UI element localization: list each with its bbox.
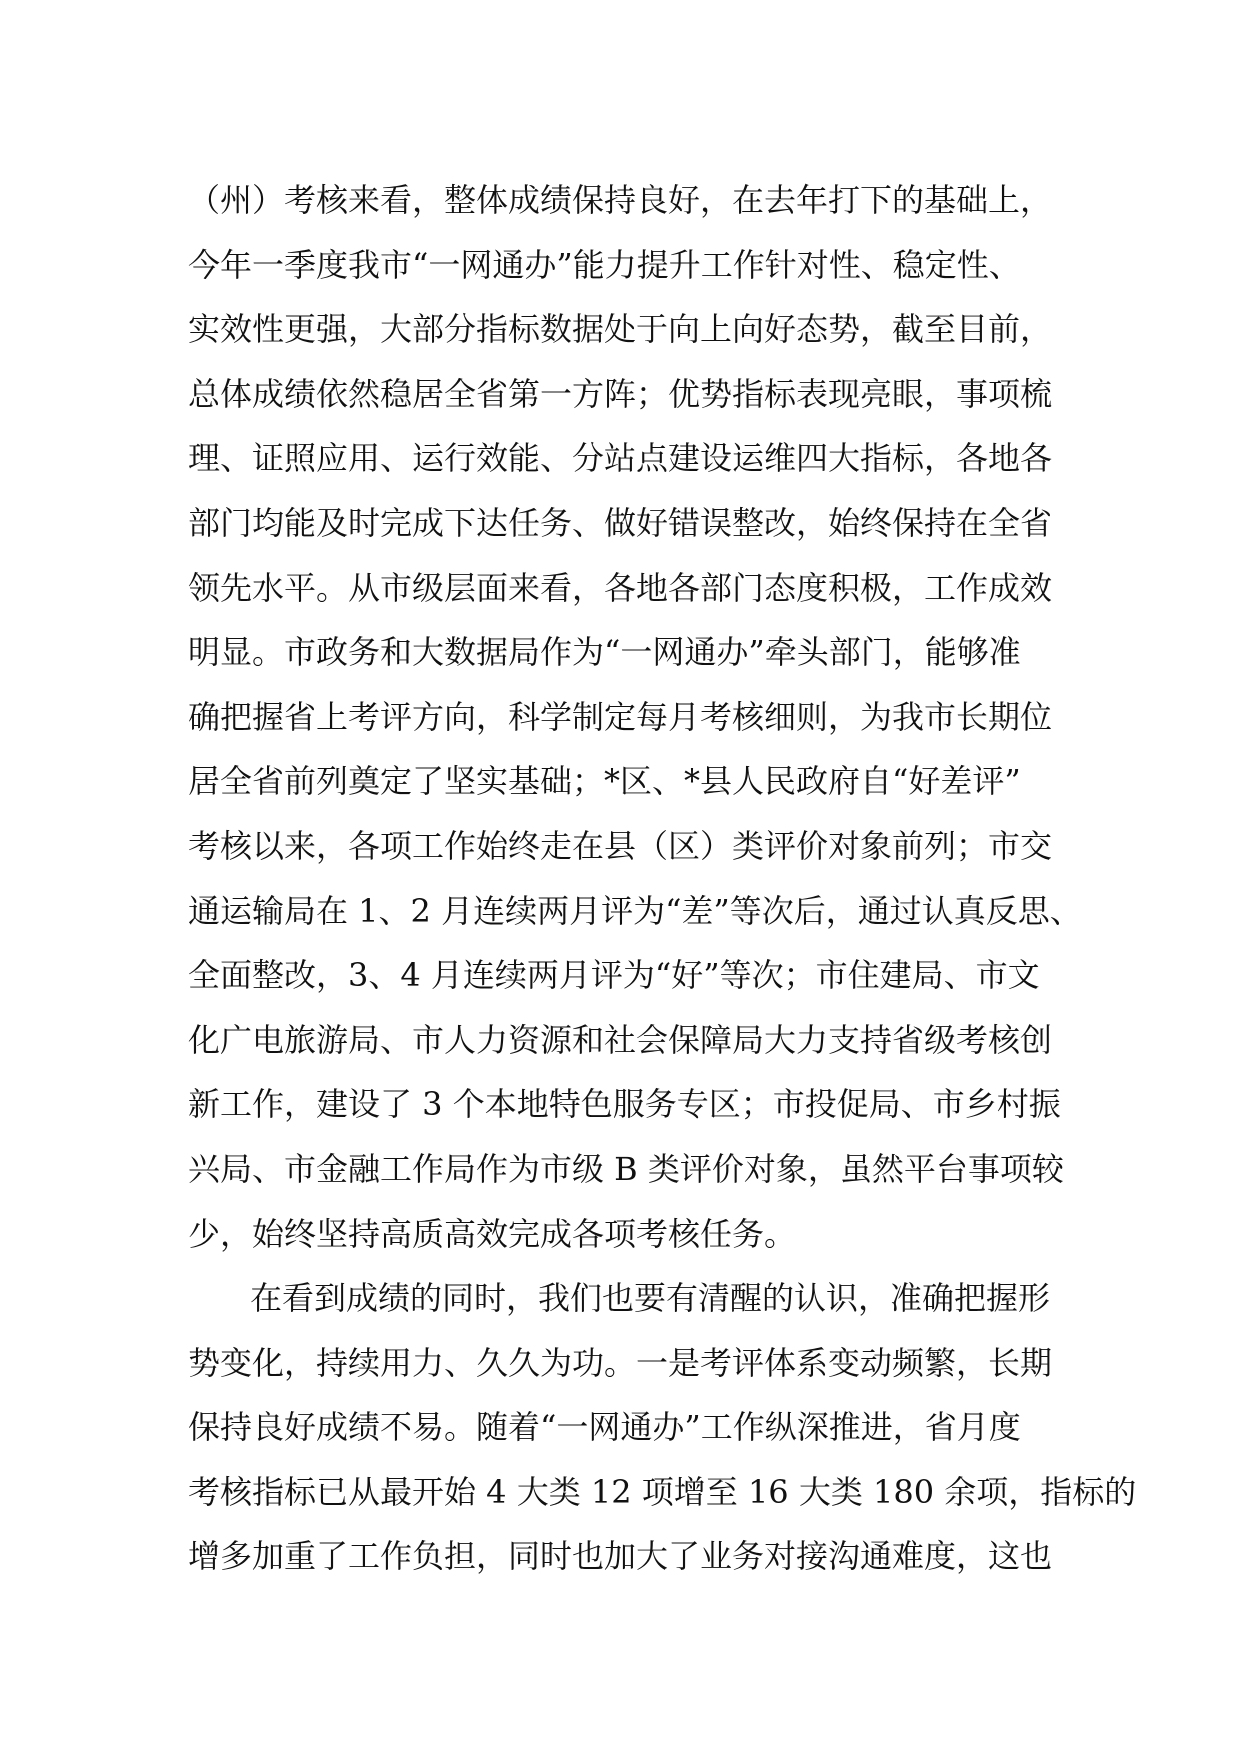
- text-line: 部门均能及时完成下达任务、做好错误整改，始终保持在全省: [188, 503, 1053, 542]
- text-line: 居全省前列奠定了坚实基础；*区、*县人民政府自“好差评”: [188, 762, 1021, 801]
- text-line: 总体成绩依然稳居全省第一方阵；优势指标表现亮眼，事项梳: [188, 374, 1053, 413]
- text-line: 少，始终坚持高质高效完成各项考核任务。: [188, 1214, 797, 1253]
- text-line: 保持良好成绩不易。随着“一网通办”工作纵深推进，省月度: [188, 1408, 1021, 1447]
- text-line: 确把握省上考评方向，科学制定每月考核细则，为我市长期位: [188, 697, 1053, 736]
- text-line: 今年一季度我市“一网通办”能力提升工作针对性、稳定性、: [188, 245, 1021, 284]
- text-line: 领先水平。从市级层面来看，各地各部门态度积极，工作成效: [188, 568, 1053, 607]
- text-line: 明显。市政务和大数据局作为“一网通办”牵头部门，能够准: [188, 633, 1021, 672]
- text-line: 全面整改，3、4 月连续两月评为“好”等次；市住建局、市文: [188, 956, 1040, 995]
- text-line: 理、证照应用、运行效能、分站点建设运维四大指标，各地各: [188, 439, 1053, 478]
- text-line: 考核以来，各项工作始终走在县（区）类评价对象前列；市交: [188, 826, 1053, 865]
- text-line: 增多加重了工作负担，同时也加大了业务对接沟通难度，这也: [188, 1537, 1053, 1576]
- text-line: （州）考核来看，整体成绩保持良好，在去年打下的基础上，: [188, 181, 1053, 219]
- body-text: [188, 168, 1137, 1589]
- paragraph-start-line: 在看到成绩的同时，我们也要有清醒的认识，准确把握形: [250, 1279, 1051, 1318]
- text-line: 化广电旅游局、市人力资源和社会保障局大力支持省级考核创: [188, 1020, 1053, 1059]
- text-line: 通运输局在 1、2 月连续两月评为“差”等次后，通过认真反思、: [188, 891, 1082, 930]
- text-line: 兴局、市金融工作局作为市级 B 类评价对象，虽然平台事项较: [188, 1149, 1064, 1188]
- text-line: 新工作，建设了 3 个本地特色服务专区；市投促局、市乡村振: [188, 1085, 1061, 1124]
- text-line: 势变化，持续用力、久久为功。一是考评体系变动频繁，长期: [188, 1343, 1053, 1382]
- text-line: 考核指标已从最开始 4 大类 12 项增至 16 大类 180 余项，指标的: [188, 1472, 1137, 1511]
- text-line: 实效性更强，大部分指标数据处于向上向好态势，截至目前，: [188, 310, 1053, 349]
